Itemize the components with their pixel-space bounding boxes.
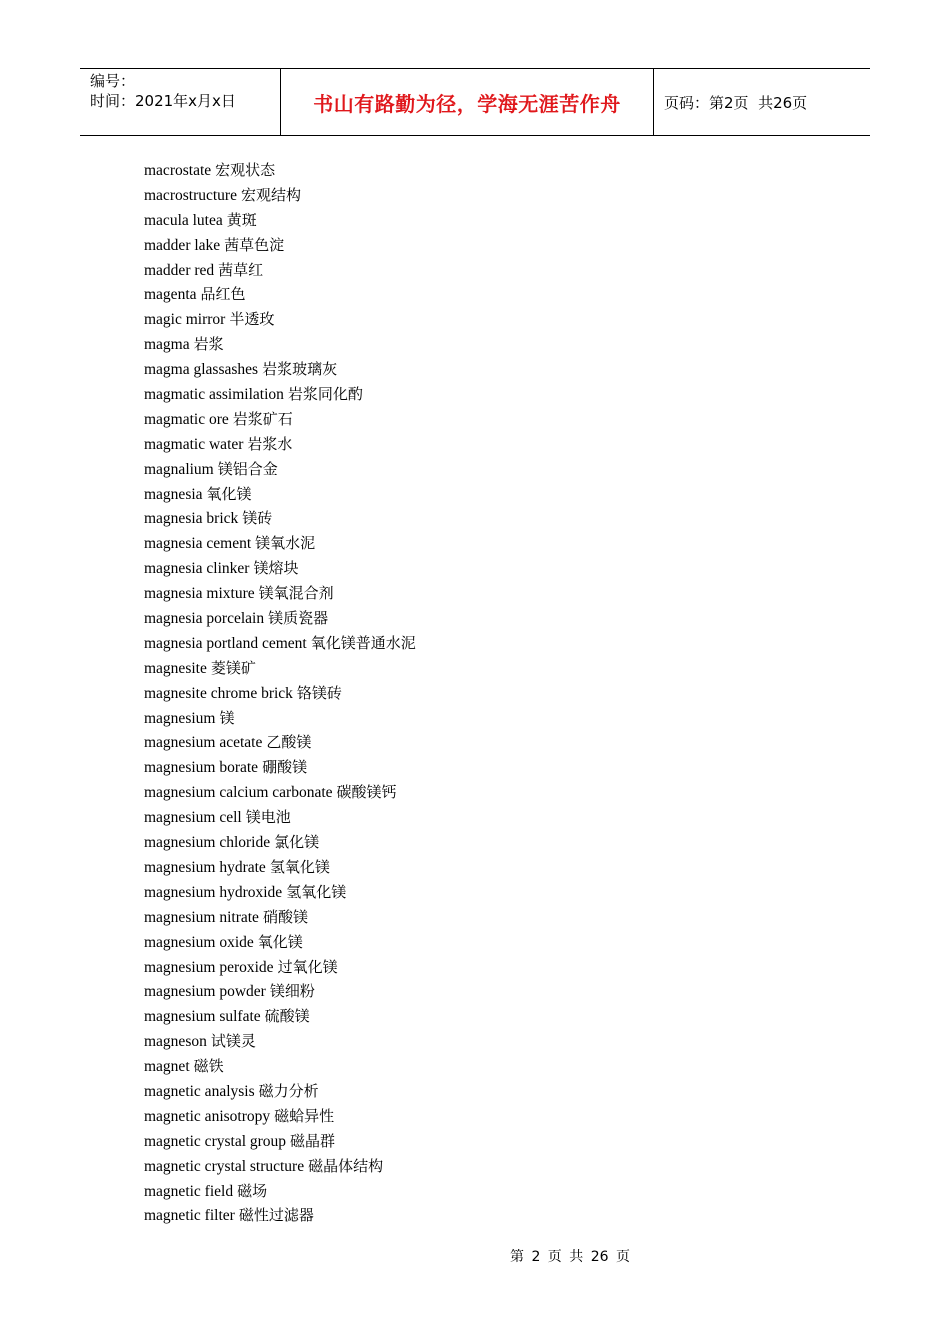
list-item <box>144 158 416 183</box>
entry-chinese: 磁铁 <box>193 1057 224 1076</box>
entry-english: magnesium hydrate <box>144 858 266 876</box>
entry-english: macrostate <box>144 162 212 179</box>
entry-english: magmatic assimilation <box>144 386 284 404</box>
list-item <box>144 1129 416 1154</box>
entry-chinese: 氢氧化镁 <box>269 857 330 876</box>
entry-chinese: 硝酸镁 <box>262 907 308 926</box>
entry-chinese: 铬镁砖 <box>296 683 342 702</box>
entry-chinese: 磁力分析 <box>258 1081 319 1100</box>
entry-chinese: 氧化镁 <box>257 932 303 951</box>
entry-chinese: 宏观结构 <box>240 185 301 204</box>
entry-chinese: 试镁灵 <box>210 1032 256 1051</box>
entry-english: magnesia porcelain <box>144 610 265 628</box>
entry-english: magic mirror <box>144 311 226 329</box>
list-item <box>144 730 416 755</box>
entry-english: magnesium acetate <box>144 734 263 752</box>
entry-english: magnetic crystal structure <box>144 1157 305 1175</box>
header-motto: 书山有路勤为径，学海无涯苦作舟 <box>281 69 654 135</box>
list-item <box>144 1029 416 1054</box>
list-item <box>144 1154 416 1179</box>
entry-english: magma glassashes <box>144 361 259 379</box>
entry-chinese: 黄斑 <box>226 210 257 229</box>
entry-chinese: 菱镁矿 <box>210 658 256 677</box>
entry-english: magnesia <box>144 485 203 503</box>
list-item <box>144 780 416 805</box>
time-label: 时间：2021年x月x日 <box>90 92 236 110</box>
list-item <box>144 830 416 855</box>
entry-english: magnesia mixture <box>144 585 255 603</box>
entry-chinese: 岩浆水 <box>247 434 293 453</box>
entry-english: madder lake <box>144 236 221 254</box>
list-item <box>144 332 416 357</box>
list-item <box>144 681 416 706</box>
entry-english: magnetic field <box>144 1182 234 1200</box>
list-item <box>144 382 416 407</box>
entry-english: magnesite <box>144 659 207 677</box>
entry-chinese: 乙酸镁 <box>266 733 312 752</box>
entry-english: magnet <box>144 1058 190 1076</box>
entry-chinese: 岩浆矿石 <box>232 409 293 428</box>
entry-chinese: 硫酸镁 <box>264 1007 310 1026</box>
list-item <box>144 556 416 581</box>
header-page-info: 页码：第2页 共26页 <box>664 93 808 112</box>
list-item <box>144 979 416 1004</box>
entry-english: magnesium calcium carbonate <box>144 784 333 802</box>
entry-english: magnetic filter <box>144 1207 235 1225</box>
list-item <box>144 282 416 307</box>
list-item <box>144 1054 416 1079</box>
entry-chinese: 宏观状态 <box>215 161 276 179</box>
entry-english: magnesium hydroxide <box>144 883 283 901</box>
list-item <box>144 407 416 432</box>
entry-english: magnesium borate <box>144 759 259 777</box>
entry-english: magnesium peroxide <box>144 958 274 976</box>
entry-english: macrostructure <box>144 186 237 204</box>
entry-chinese: 过氧化镁 <box>277 957 338 976</box>
list-item <box>144 307 416 332</box>
entry-english: magnesia cement <box>144 535 252 553</box>
entry-english: magnesium nitrate <box>144 908 259 926</box>
entry-english: magnesium sulfate <box>144 1008 261 1026</box>
entry-english: magnesium <box>144 709 216 727</box>
list-item <box>144 531 416 556</box>
entry-chinese: 岩浆 <box>193 335 224 354</box>
page-footer: 第 2 页 共 26 页 <box>510 1249 630 1265</box>
list-item <box>144 1079 416 1104</box>
list-item <box>144 706 416 731</box>
list-item <box>144 208 416 233</box>
entry-chinese: 磁场 <box>237 1181 268 1200</box>
entry-english: magnesium powder <box>144 983 266 1001</box>
glossary-list <box>144 158 416 1228</box>
entry-chinese: 岩浆同化酌 <box>287 385 363 404</box>
entry-chinese: 氧化镁普通水泥 <box>310 633 416 652</box>
entry-chinese: 镁电池 <box>245 808 291 827</box>
entry-english: magnetic anisotropy <box>144 1107 271 1125</box>
entry-english: magnetic analysis <box>144 1082 255 1100</box>
entry-english: magnesium chloride <box>144 834 271 852</box>
entry-english: magnesium cell <box>144 809 242 827</box>
entry-chinese: 碳酸镁钙 <box>336 783 397 802</box>
list-item <box>144 183 416 208</box>
page-header <box>80 68 870 136</box>
entry-chinese: 氯化镁 <box>274 833 320 852</box>
header-meta <box>80 69 281 135</box>
entry-chinese: 镁氧水泥 <box>255 534 316 553</box>
entry-english: macula lutea <box>144 211 223 229</box>
list-item <box>144 880 416 905</box>
entry-chinese: 磁晶群 <box>290 1131 336 1150</box>
entry-english: magmatic water <box>144 435 244 453</box>
list-item <box>144 357 416 382</box>
entry-english: magnesia brick <box>144 510 239 528</box>
list-item <box>144 805 416 830</box>
entry-chinese: 镁质瓷器 <box>268 609 329 628</box>
entry-english: madder red <box>144 261 215 279</box>
list-item <box>144 1004 416 1029</box>
list-item <box>144 656 416 681</box>
entry-english: magenta <box>144 286 197 304</box>
list-item <box>144 905 416 930</box>
list-item <box>144 233 416 258</box>
entry-chinese: 镁砖 <box>242 509 273 528</box>
list-item <box>144 606 416 631</box>
entry-english: magnesite chrome brick <box>144 684 293 702</box>
entry-chinese: 茜草色淀 <box>224 235 285 254</box>
entry-english: magnesia clinker <box>144 560 250 578</box>
entry-chinese: 岩浆玻璃灰 <box>262 360 338 379</box>
entry-chinese: 镁细粉 <box>269 982 315 1001</box>
list-item <box>144 432 416 457</box>
list-item <box>144 855 416 880</box>
entry-chinese: 镁熔块 <box>253 559 299 578</box>
entry-chinese: 氧化镁 <box>206 484 252 503</box>
list-item <box>144 1179 416 1204</box>
list-item <box>144 482 416 507</box>
list-item <box>144 581 416 606</box>
entry-chinese: 磁蛤异性 <box>274 1106 335 1125</box>
number-label: 编号： <box>90 72 136 90</box>
list-item <box>144 755 416 780</box>
entry-english: magnalium <box>144 460 214 478</box>
entry-chinese: 镁 <box>219 708 235 727</box>
list-item <box>144 930 416 955</box>
list-item <box>144 258 416 283</box>
list-item <box>144 1104 416 1129</box>
entry-chinese: 镁铝合金 <box>217 459 278 478</box>
list-item <box>144 1203 416 1228</box>
entry-english: magnesia portland cement <box>144 634 307 652</box>
list-item <box>144 457 416 482</box>
entry-chinese: 茜草红 <box>218 260 264 279</box>
entry-english: magma <box>144 336 190 354</box>
entry-chinese: 品红色 <box>200 285 246 304</box>
entry-english: magnesium oxide <box>144 933 254 951</box>
entry-chinese: 半透玫 <box>229 310 275 329</box>
entry-chinese: 氢氧化镁 <box>286 882 347 901</box>
entry-chinese: 磁晶体结构 <box>308 1156 384 1175</box>
entry-english: magnetic crystal group <box>144 1132 287 1150</box>
entry-english: magmatic ore <box>144 410 229 428</box>
list-item <box>144 955 416 980</box>
entry-chinese: 镁氧混合剂 <box>258 584 334 603</box>
entry-english: magneson <box>144 1033 207 1051</box>
entry-chinese: 磁性过滤器 <box>238 1206 314 1225</box>
list-item <box>144 631 416 656</box>
entry-chinese: 硼酸镁 <box>262 758 308 777</box>
list-item <box>144 506 416 531</box>
